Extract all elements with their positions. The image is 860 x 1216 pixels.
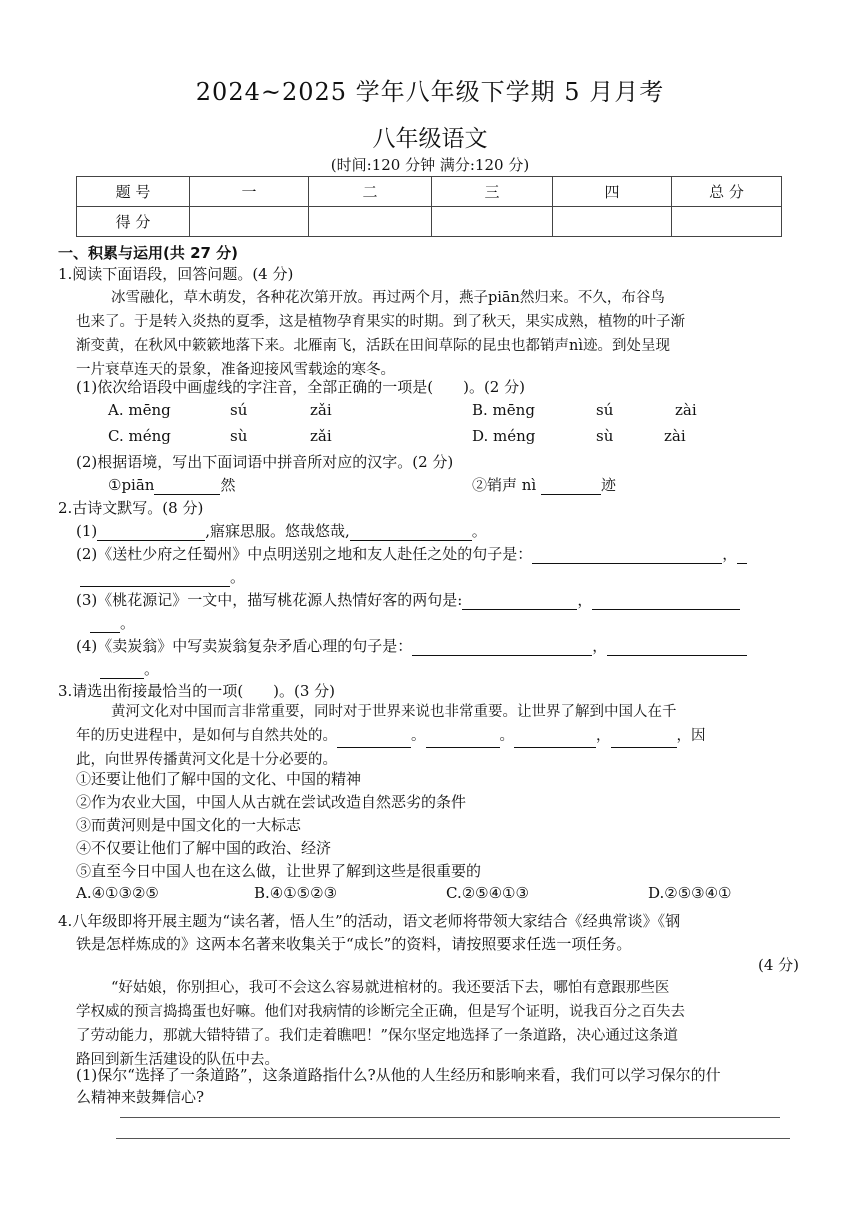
q3-stem: 3.请选出衔接最恰当的一项( )。(3 分) [58,682,336,700]
answer-blank[interactable] [97,524,205,541]
answer-blank[interactable] [154,478,220,495]
option-a-3: zǎi [310,401,332,419]
question-text: (4)《卖炭翁》中写卖炭翁复杂矛盾心理的句子是： [76,637,413,655]
exam-title: 2024~2025 学年八年级下学期 5 月月考 [195,78,665,106]
option-b-label[interactable]: B. mēng [472,401,535,419]
punct: ， [592,637,608,655]
answer-blank[interactable] [532,547,722,564]
score-input-cell[interactable] [309,207,432,237]
option-c-2: sù [230,427,248,445]
subject-title: 八年级语文 [372,126,488,152]
q3-item: ①还要让他们了解中国的文化、中国的精神 [76,770,362,788]
score-input-cell[interactable] [553,207,672,237]
q3-option-b[interactable]: B.④①⑤②③ [254,884,338,902]
q4-sub1-line: 么精神来鼓舞信心? [76,1088,205,1106]
table-cell: 四 [553,177,672,207]
q1-sub1: (1)依次给语段中画虚线的字注音，全部正确的一项是( )。(2 分) [76,378,525,396]
q1-passage-line: 冰雪融化，草木萌发，各种花次第开放。再过两个月，燕子piān然归来。不久，布谷鸟 [111,290,665,306]
punct: 。 [144,660,160,678]
q3-passage-line: 此，向世界传播黄河文化是十分必要的。 [76,752,337,768]
fill-suffix: 然 [220,476,236,494]
q4-passage-line: “好姑娘，你别担心，我可不会这么容易就进棺材的。我还要活下去，哪怕有意跟那些医 [111,980,670,996]
poem-text: ,寤寐思服。悠哉悠哉, [205,522,350,540]
answer-blank[interactable] [80,570,230,587]
punct: ，因 [676,728,706,744]
answer-blank[interactable] [100,662,144,679]
punct: ， [577,591,593,609]
q2-line4b [100,658,159,679]
q2-line3 [76,589,740,610]
q3-item: ⑤直至今日中国人也在这么做，让世界了解到这些是很重要的 [76,862,482,880]
q3-item: ②作为农业大国，中国人从古就在尝试改造自然恶劣的条件 [76,793,467,811]
q2-line2 [76,543,747,564]
answer-line[interactable] [116,1138,790,1139]
q3-item: ③而黄河则是中国文化的一大标志 [76,816,302,834]
table-cell: 三 [432,177,553,207]
score-input-cell[interactable] [672,207,782,237]
fill-item-2 [472,474,616,495]
passage-text: 年的历史进程中，是如何与自然共处的。 [76,728,337,744]
fill-suffix: 迹 [601,476,617,494]
table-cell: 题 号 [77,177,190,207]
option-a-2: sú [230,401,248,419]
table-cell: 二 [309,177,432,207]
answer-blank[interactable] [462,593,577,610]
q4-passage-line: 学权威的预言捣捣蛋也好嘛。他们对我病情的诊断完全正确，但是写个证明，说我百分之百失去 [76,1004,685,1020]
option-d-label[interactable]: D. méng [472,427,536,445]
q2-line4 [76,635,747,656]
score-table-header-row [77,177,782,207]
answer-line[interactable] [120,1117,780,1118]
option-d-3: zài [664,427,686,445]
q4-stem-line: 铁是怎样炼成的》这两本名著来收集关于“成长”的资料，请按照要求任选一项任务。 [76,935,632,953]
fill-label: ①piān [108,476,155,494]
answer-blank[interactable] [426,731,500,748]
punct: ， [722,545,738,563]
answer-blank[interactable] [541,478,601,495]
question-text: (2)《送杜少府之任蜀州》中点明送别之地和友人赴任之处的句子是： [76,545,533,563]
q3-option-a[interactable]: A.④①③②⑤ [76,884,159,902]
q1-passage-line: 一片衰草连天的景象，准备迎接风雪载途的寒冬。 [76,362,395,378]
q1-passage-line: 也来了。于是转入炎热的夏季，这是植物孕育果实的时期。到了秋天，果实成熟，植物的叶子渐 [76,314,685,330]
score-input-cell[interactable] [432,207,553,237]
option-b-2: sú [596,401,614,419]
q3-item: ④不仅要让他们了解中国的政治、经济 [76,839,332,857]
q2-line2b [80,566,245,587]
q1-passage-line: 渐变黄，在秋风中簌簌地落下来。北雁南飞，活跃在田间草际的昆虫也都销声nì迹。到处呈现 [76,338,670,354]
option-d-2: sù [596,427,614,445]
table-cell: 总 分 [672,177,782,207]
punct: 。 [120,614,136,632]
punct: 。 [411,728,426,744]
punct: 。 [499,728,514,744]
answer-blank[interactable] [350,524,472,541]
question-text: (3)《桃花源记》一文中，描写桃花源人热情好客的两句是: [76,591,463,609]
q2-stem: 2.古诗文默写。(8 分) [58,499,204,517]
q4-points: (4 分) [758,956,800,974]
q1-sub2: (2)根据语境，写出下面词语中拼音所对应的汉字。(2 分) [76,453,454,471]
answer-blank[interactable] [737,547,747,564]
q4-passage-line: 了劳动能力，那就大错特错了。我们走着瞧吧！”保尔坚定地选择了一条道路，决心通过这条道 [76,1028,678,1044]
q4-passage-line: 路回到新生活建设的队伍中去。 [76,1052,279,1068]
table-cell: 得 分 [77,207,190,237]
time-score-info: (时间:120 分钟 满分:120 分) [330,156,530,174]
fill-item-1 [108,474,235,495]
section-heading: 一、积累与运用(共 27 分) [58,244,239,262]
answer-blank[interactable] [592,593,740,610]
answer-blank[interactable] [607,639,747,656]
option-c-label[interactable]: C. méng [108,427,171,445]
q2-line3b [90,612,135,633]
item-number: (1) [76,522,98,540]
option-a-label[interactable]: A. mēng [108,401,171,419]
option-c-3: zǎi [310,427,332,445]
table-cell: 一 [190,177,309,207]
punct: ， [596,728,611,744]
q3-option-c[interactable]: C.②⑤④①③ [446,884,529,902]
q3-passage-line2 [76,724,706,748]
q4-stem-line: 4.八年级即将开展主题为“读名著，悟人生”的活动，语文老师将带领大家结合《经典常谈》《钢 [58,912,681,930]
score-table [76,176,782,237]
answer-blank[interactable] [90,616,120,633]
q3-option-d[interactable]: D.②⑤③④① [648,884,732,902]
answer-blank[interactable] [412,639,592,656]
answer-blank[interactable] [611,731,677,748]
punct: 。 [471,522,487,540]
q3-passage-line: 黄河文化对中国而言非常重要，同时对于世界来说也非常重要。让世界了解到中国人在千 [111,704,677,720]
answer-blank[interactable] [514,731,596,748]
score-input-cell[interactable] [190,207,309,237]
answer-blank[interactable] [337,731,411,748]
q2-line1 [76,520,487,541]
option-b-3: zài [675,401,697,419]
q1-stem: 1.阅读下面语段，回答问题。(4 分) [58,265,294,283]
punct: 。 [230,568,246,586]
score-table-score-row [77,207,782,237]
q4-sub1-line: (1)保尔“选择了一条道路”，这条道路指什么?从他的人生经历和影响来看，我们可以学习保尔的什 [76,1066,721,1084]
fill-label: ②销声 nì [472,476,537,494]
